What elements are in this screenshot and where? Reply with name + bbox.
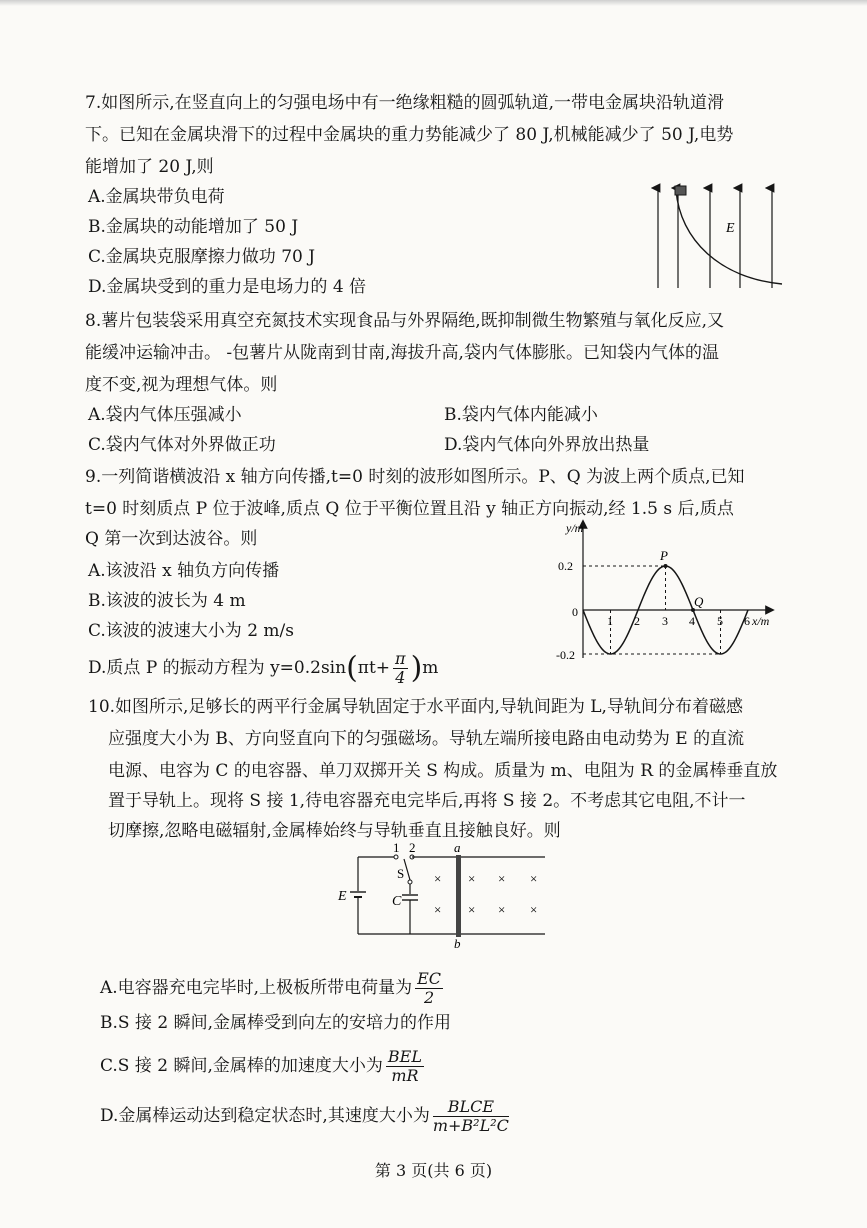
q8-stem-line-2: 能缓冲运输冲击。 -包薯片从陇南到甘南,海拔升高,袋内气体膨胀。已知袋内气体的温 [85, 343, 719, 363]
q10-field-x: × [434, 871, 442, 886]
q9-graph-xtick-6: 6 [744, 614, 750, 628]
q10-rod-end-b: b [454, 936, 461, 951]
q10-switch-terminal-1: 1 [393, 840, 400, 855]
q9-graph-point-p: P [660, 548, 668, 563]
q7-option-d: D.金属块受到的重力是电场力的 4 倍 [88, 277, 367, 297]
q9-stem-line-1: 9.一列简谐横波沿 x 轴方向传播,t=0 时刻的波形如图所示。P、Q 为波上两个质点,已知 [85, 467, 745, 487]
q9-option-d-unit: m [422, 658, 439, 678]
q8-option-b: B.袋内气体内能减小 [444, 405, 598, 425]
q10-circuit-figure [330, 842, 555, 952]
q7-stem-line-2: 下。已知在金属块滑下的过程中金属块的重力势能减少了 80 J,机械能减少了 50 J,电势 [85, 125, 734, 145]
q10-field-x: × [468, 902, 476, 917]
q9-option-d: D.质点 P 的振动方程为 y=0.2sin(πt+ $\frac{\pi}{4}$ )m [88, 649, 439, 687]
q10-capacitor-label: C [392, 894, 402, 909]
q7-field-figure [640, 180, 790, 295]
q10-option-c-text: C.S 接 2 瞬间,金属棒的加速度大小为 [100, 1056, 383, 1076]
q10-rod-end-a: a [454, 840, 461, 855]
q10-option-a-den: 2 [423, 988, 435, 1007]
q7-option-a: A.金属块带负电荷 [88, 187, 225, 207]
q9-graph-ytick-top: 0.2 [558, 559, 573, 573]
q7-stem-line-3: 能增加了 20 J,则 [85, 157, 214, 177]
q10-switch-label: S [397, 866, 405, 881]
q10-stem-line-2: 应强度大小为 B、方向竖直向下的匀强磁场。导轨左端所接电路由电动势为 E 的直流 [108, 729, 745, 749]
q10-field-x: × [530, 902, 538, 917]
q10-stem-line-4: 置于导轨上。现将 S 接 1,待电容器充电完毕后,再将 S 接 2。不考虑其它电阻,不计一 [108, 791, 746, 811]
q10-option-d-num: BLCE [433, 1098, 509, 1117]
q7-option-b: B.金属块的动能增加了 50 J [88, 217, 299, 237]
q9-graph-xtick-4: 4 [689, 614, 695, 628]
q10-stem-line-1: 10.如图所示,足够长的两平行金属导轨固定于水平面内,导轨间距为 L,导轨间分布着磁感 [88, 697, 743, 717]
q10-option-a [100, 968, 446, 1008]
q9-graph-xtick-5: 5 [717, 614, 723, 628]
q10-option-a-num: EC [417, 969, 442, 988]
q7-option-c: C.金属块克服摩擦力做功 70 J [88, 247, 316, 267]
q9-option-b: B.该波的波长为 4 m [88, 591, 246, 611]
q9-option-d-frac-den: 4 [395, 668, 406, 687]
q9-option-a: A.该波沿 x 轴负方向传播 [88, 561, 280, 581]
q9-graph-ytick-bottom: -0.2 [556, 648, 575, 662]
q9-graph-xtick-1: 1 [607, 614, 613, 628]
q8-option-a: A.袋内气体压强减小 [88, 405, 242, 425]
q10-stem-line-3: 电源、电容为 C 的电容器、单刀双掷开关 S 构成。质量为 m、电阻为 R 的金属棒垂直放 [108, 761, 778, 781]
q10-option-d [100, 1096, 512, 1136]
q10-option-c-num: BEL [387, 1047, 422, 1066]
q10-field-x: × [468, 871, 476, 886]
q9-option-d-prefix: D.质点 P 的振动方程为 y=0.2sin [88, 658, 347, 678]
q7-stem-line-1: 7.如图所示,在竖直向上的匀强电场中有一绝缘粗糙的圆弧轨道,一带电金属块沿轨道滑 [85, 93, 725, 113]
q10-field-x: × [498, 902, 506, 917]
q8-stem-line-1: 8.薯片包装袋采用真空充氮技术实现食品与外界隔绝,既抑制微生物繁殖与氧化反应,又 [85, 311, 725, 331]
q9-option-d-inner: πt+ [357, 658, 391, 678]
q10-stem-line-5: 切摩擦,忽略电磁辐射,金属棒始终与导轨垂直且接触良好。则 [108, 821, 561, 841]
q9-option-d-frac-num: π [395, 649, 406, 668]
q10-field-x: × [498, 871, 506, 886]
q9-graph-origin: 0 [572, 605, 578, 619]
q10-field-x: × [434, 902, 442, 917]
q10-switch-terminal-2: 2 [409, 840, 416, 855]
q9-graph-point-q: Q [694, 594, 704, 609]
page-footer: 第 3 页(共 6 页) [374, 1161, 493, 1180]
q9-option-c: C.该波的波速大小为 2 m/s [88, 621, 295, 641]
q9-stem-line-2: t=0 时刻质点 P 位于波峰,质点 Q 位于平衡位置且沿 y 轴正方向振动,经 1.5 s 后,质点 [85, 499, 734, 519]
q9-graph-xlabel: x/m [752, 614, 770, 628]
q10-option-c-den: mR [391, 1066, 419, 1085]
q9-wave-graph [548, 518, 788, 670]
q9-stem-line-3: Q 第一次到达波谷。则 [85, 529, 258, 549]
q8-stem-line-3: 度不变,视为理想气体。则 [85, 375, 278, 395]
q7-figure-e-label: E [726, 221, 735, 236]
q10-option-c [100, 1046, 427, 1086]
q10-emf-label: E [338, 889, 347, 904]
q9-graph-xtick-3: 3 [662, 614, 668, 628]
q8-option-d: D.袋内气体向外界放出热量 [444, 435, 650, 455]
q10-option-a-text: A.电容器充电完毕时,上极板所带电荷量为 [100, 978, 413, 998]
q9-graph-xtick-2: 2 [634, 614, 640, 628]
q9-graph-ylabel: y/m [566, 521, 584, 535]
q10-option-d-den: m+B²L²C [432, 1116, 509, 1135]
q10-option-b: B.S 接 2 瞬间,金属棒受到向左的安培力的作用 [100, 1013, 451, 1033]
q10-field-x: × [530, 871, 538, 886]
scan-top-edge [0, 0, 867, 6]
q10-option-d-text: D.金属棒运动达到稳定状态时,其速度大小为 [100, 1106, 430, 1126]
q8-option-c: C.袋内气体对外界做正功 [88, 435, 276, 455]
